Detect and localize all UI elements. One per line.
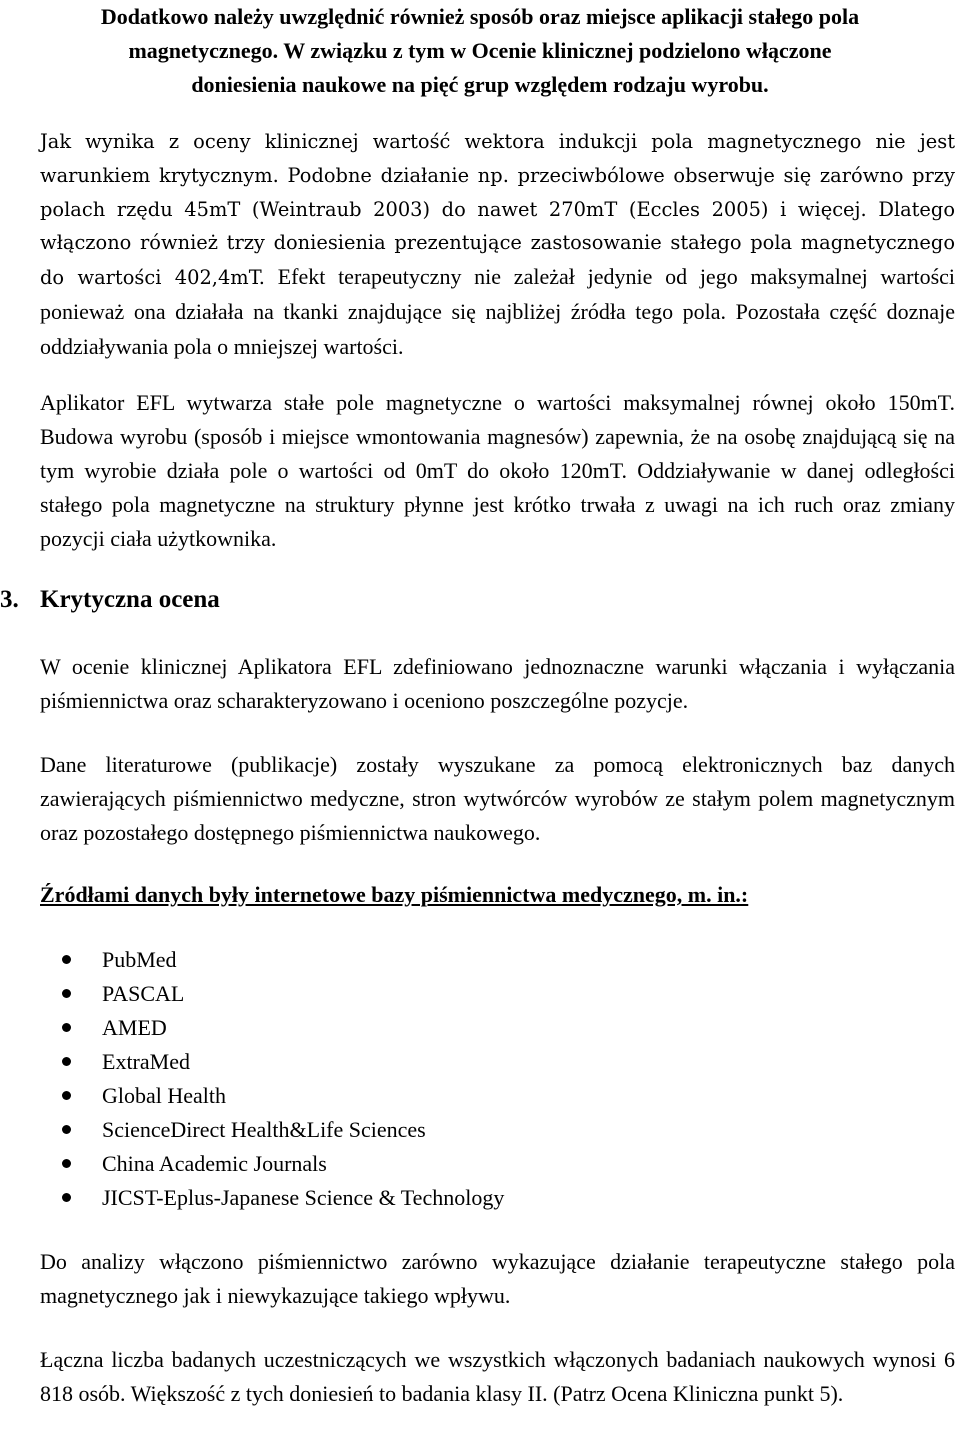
bullet-icon [62, 1023, 71, 1032]
section-number: 3. [0, 586, 19, 613]
bullet-icon [62, 955, 71, 964]
list-item [40, 1113, 504, 1147]
list-item [40, 943, 504, 977]
sources-heading: Źródłami danych były internetowe bazy piśmiennictwa medycznego, m. in.: [40, 882, 749, 907]
sources-list [40, 943, 504, 1215]
list-item [40, 1181, 504, 1215]
intro-line: doniesienia naukowe na pięć grup względem rodzaju wyrobu. [191, 72, 769, 97]
paragraph-participants: Łączna liczba badanych uczestniczących we wszystkich włączonych badaniach naukowych wynosi 6 818 osób. Większość z tych doniesień to badania klasy II. (Patrz Ocena Kliniczna punkt 5). [40, 1347, 955, 1406]
intro-paragraph [40, 0, 920, 102]
source-name: PASCAL [102, 981, 185, 1006]
intro-line: Dodatkowo należy uwzględnić również sposób oraz miejsce aplikacji stałego pola [100, 4, 860, 29]
list-item [40, 1147, 504, 1181]
paragraph-criteria: W ocenie klinicznej Aplikatora EFL zdefiniowano jednoznaczne warunki włączania i wyłączania piśmiennictwa oraz scharakteryzowano i oceniono poszczególne pozycje. [40, 654, 955, 713]
paragraph-field-strength [40, 125, 955, 365]
list-item [40, 1079, 504, 1113]
section-heading [0, 583, 220, 617]
source-name: AMED [102, 1015, 167, 1040]
list-item [40, 1045, 504, 1079]
section-title: Krytyczna ocena [40, 586, 220, 613]
bullet-icon [62, 1125, 71, 1134]
source-name: Global Health [102, 1083, 227, 1108]
bullet-icon [62, 989, 71, 998]
intro-line: magnetycznego. W związku z tym w Ocenie klinicznej podzielono włączone [128, 38, 832, 63]
list-item [40, 977, 504, 1011]
paragraph-efl-applicator: Aplikator EFL wytwarza stałe pole magnetyczne o wartości maksymalnej równej około 150mT. Budowa wyrobu (sposób i miejsce wmontowania magnesów) zapewnia, że na osobę znajdującą się na tym wyrobie działa pole o wartości od 0mT do około 120mT. Oddziaływanie w danej odległości stałego pola magnetyczne na struktury płynne jest krótko trwała z uwagi na ich ruch oraz zmiany pozycji ciała użytkownika. [40, 390, 955, 551]
bullet-icon [62, 1193, 71, 1202]
bullet-icon [62, 1159, 71, 1168]
source-name: ScienceDirect Health&Life Sciences [102, 1117, 426, 1142]
source-name: China Academic Journals [102, 1151, 327, 1176]
paragraph-serif-text: Jak wynika z oceny klinicznej wartość wektora indukcji pola magnetycznego nie jest warunkiem krytycznym. Podobne działanie np. przeciwbólowe obserwuje się zarówno przy polach rzędu 45mT (Weintraub 2003) do nawet 270mT (Eccles 2005) i więcej. Dlatego włączono również trzy doniesienia prezentujące zastosowanie stałego pola magnetycznego do wartości 402,4mT. [40, 130, 955, 290]
list-item [40, 1011, 504, 1045]
paragraph-literature: Dane literaturowe (publikacje) zostały wyszukane za pomocą elektronicznych baz danych zawierających piśmiennictwo medyczne, stron wytwórców wyrobów ze stałym polem magnetycznym oraz pozostałego dostępnego piśmiennictwa naukowego. [40, 752, 955, 845]
paragraph-regular-text: Efekt terapeutyczny nie zależał jedynie od jego maksymalnej wartości ponieważ ona działała na tkanki znajdujące się najbliżej źródła tego pola. Pozostała część doznaje oddziaływania pola o mniejszej wartości. [40, 264, 956, 359]
paragraph-analysis: Do analizy włączono piśmiennictwo zarówno wykazujące działanie terapeutyczne stałego pola magnetycznego jak i niewykazujące takiego wpływu. [40, 1249, 955, 1308]
bullet-icon [62, 1057, 71, 1066]
source-name: JICST-Eplus-Japanese Science & Technology [102, 1185, 505, 1210]
bullet-icon [62, 1091, 71, 1100]
source-name: ExtraMed [102, 1049, 190, 1074]
source-name: PubMed [102, 947, 177, 972]
